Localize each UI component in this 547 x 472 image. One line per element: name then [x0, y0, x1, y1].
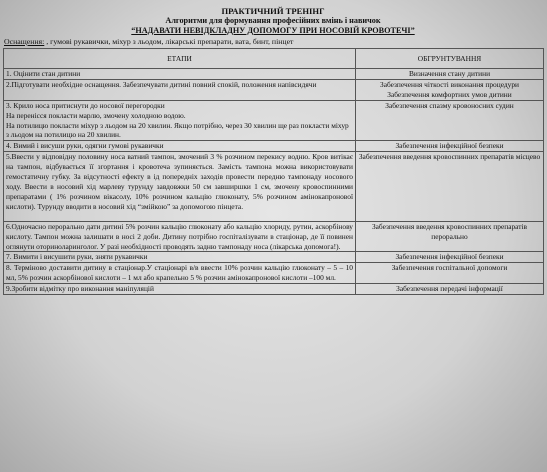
reason-text: Забезпечення комфортних умов дитини	[387, 89, 512, 99]
table-row	[4, 69, 544, 80]
stage-text: 8. Терміново доставити дитину в стаціонар.У стаціонарі в/в ввести 10% розчин кальцію глюконату – 5 – 10 мл, 5% розчин аскорбінової кислоти – 1 мл або крапельно 5 % розчин амінокапронової кислоти –100 мл.	[6, 263, 353, 283]
table-row	[4, 263, 544, 284]
reason-cell	[356, 69, 544, 80]
column-header-reason: ОБГРУНТУВАННЯ	[356, 49, 544, 69]
stage-cell	[4, 100, 356, 141]
table-row	[4, 152, 544, 221]
reason-cell	[356, 141, 544, 152]
stage-cell	[4, 69, 356, 80]
reason-text: Забезпечення спазму кровоносних судин	[385, 100, 514, 110]
equipment-label: Оснащення:	[4, 37, 45, 46]
stage-cell	[4, 141, 356, 152]
stage-text: На перенісся покласти марлю, змочену холодною водою.	[6, 110, 186, 120]
reason-cell	[356, 263, 544, 284]
stage-cell	[4, 79, 356, 100]
reason-text: Забезпечення чіткості виконання процедури	[380, 79, 519, 89]
stage-text: 2.Підготувати необхідне оснащення. Забезпечувати дитині повний спокій, положення напівсидячи	[6, 79, 317, 89]
reason-cell	[356, 79, 544, 100]
row-spacer	[6, 212, 353, 221]
table-row	[4, 79, 544, 100]
stage-cell	[4, 221, 356, 252]
stage-cell	[4, 252, 356, 263]
stage-text: 5.Ввести у відповідну половину носа ватний тампон, змочений 3 % розчином перекису водню. Кров витікає на тампон, відбувається її згортання і кровотеча зупиняється. Замість тампона можна використовувати гемостатичну губку. За відсутності ефекту в ід попередніх заходів провести передню тампонаду носового ходу. Ввести в носовий хід марлеву турунду завдовжки 50 см завширшки 1 см, змочену кровоспинними препаратами ( 1% розчином вікасолу, 10% розчином кальцію глюконату, 5% розчином амінокапронової кислоти). Турунду вводити в носовий хід “змійкою” за допомогою пінцета.	[6, 152, 353, 211]
reason-text: Забезпечення госпітальної допомоги	[391, 263, 508, 273]
reason-cell	[356, 152, 544, 221]
table-row	[4, 100, 544, 141]
table-header-row	[4, 49, 544, 69]
stage-text: 9.Зробити відмітку про виконання маніпуляцій	[6, 284, 154, 294]
reason-cell	[356, 221, 544, 252]
reason-text: Забезпечення інфекційної безпеки	[395, 141, 504, 151]
stage-text: 7. Вимити і висушити руки, зняти рукавички	[6, 252, 148, 262]
stage-text: 6.Одночасно перорально дати дитині 5% розчин кальцію глюконату або кальцію хлориду, рутин, аскорбінову кислоту. Тампон можна залишати в носі 2 доби. Дитину потрібно госпіталізувати в стаціонар, де її повинен оглянути оториноларинголог. У разі необхідності проводять задню тампонаду носа (лікарська допомога!).	[6, 221, 353, 251]
table-row	[4, 141, 544, 152]
document-title: ПРАКТИЧНИЙ ТРЕНІНГ	[221, 6, 325, 16]
equipment-text: , гумові рукавички, міхур з льодом, лікарські препарати, вата, бинт, пінцет	[44, 37, 294, 46]
document-header	[3, 6, 543, 36]
table-row	[4, 221, 544, 252]
stage-text: 1. Оцінити стан дитини	[6, 69, 81, 78]
stage-text: На потилицю покласти міхур з льодом на 20 хвилин. Якщо потрібно, через 30 хвилин ще раз покласти міхур з льодом на потилицю на 20 хвилин.	[6, 120, 349, 140]
reason-text: Визначення стану дитини	[408, 69, 491, 78]
document-subtitle: Алгоритми для формування професійних вмінь і навичок	[165, 16, 381, 25]
stage-text: 3. Крило носа притиснути до носової перегородки	[6, 100, 165, 110]
stage-cell	[4, 263, 356, 284]
reason-text: Забезпечення передачі інформації	[396, 284, 503, 294]
reason-text: Забезпечення введення кровоспинних препаратів перорально	[371, 221, 528, 241]
document-topic: “НАДАВАТИ НЕВІДКЛАДНУ ДОПОМОГУ ПРИ НОСОВІЙ КРОВОТЕЧІ”	[131, 26, 415, 35]
table-row	[4, 284, 544, 295]
reason-text: Забезпечення інфекційної безпеки	[395, 252, 504, 262]
reason-cell	[356, 252, 544, 263]
equipment-line	[3, 37, 543, 47]
algorithm-table	[3, 48, 544, 295]
table-row	[4, 252, 544, 263]
reason-cell	[356, 284, 544, 295]
reason-text: Забезпечення введення кровоспинних препаратів місцево	[358, 152, 541, 162]
reason-cell	[356, 100, 544, 141]
column-header-stages: ЕТАПИ	[4, 49, 356, 69]
stage-cell	[4, 152, 356, 221]
stage-cell	[4, 284, 356, 295]
stage-text: 4. Вимий і висуши руки, одягни гумові рукавички	[6, 141, 164, 151]
